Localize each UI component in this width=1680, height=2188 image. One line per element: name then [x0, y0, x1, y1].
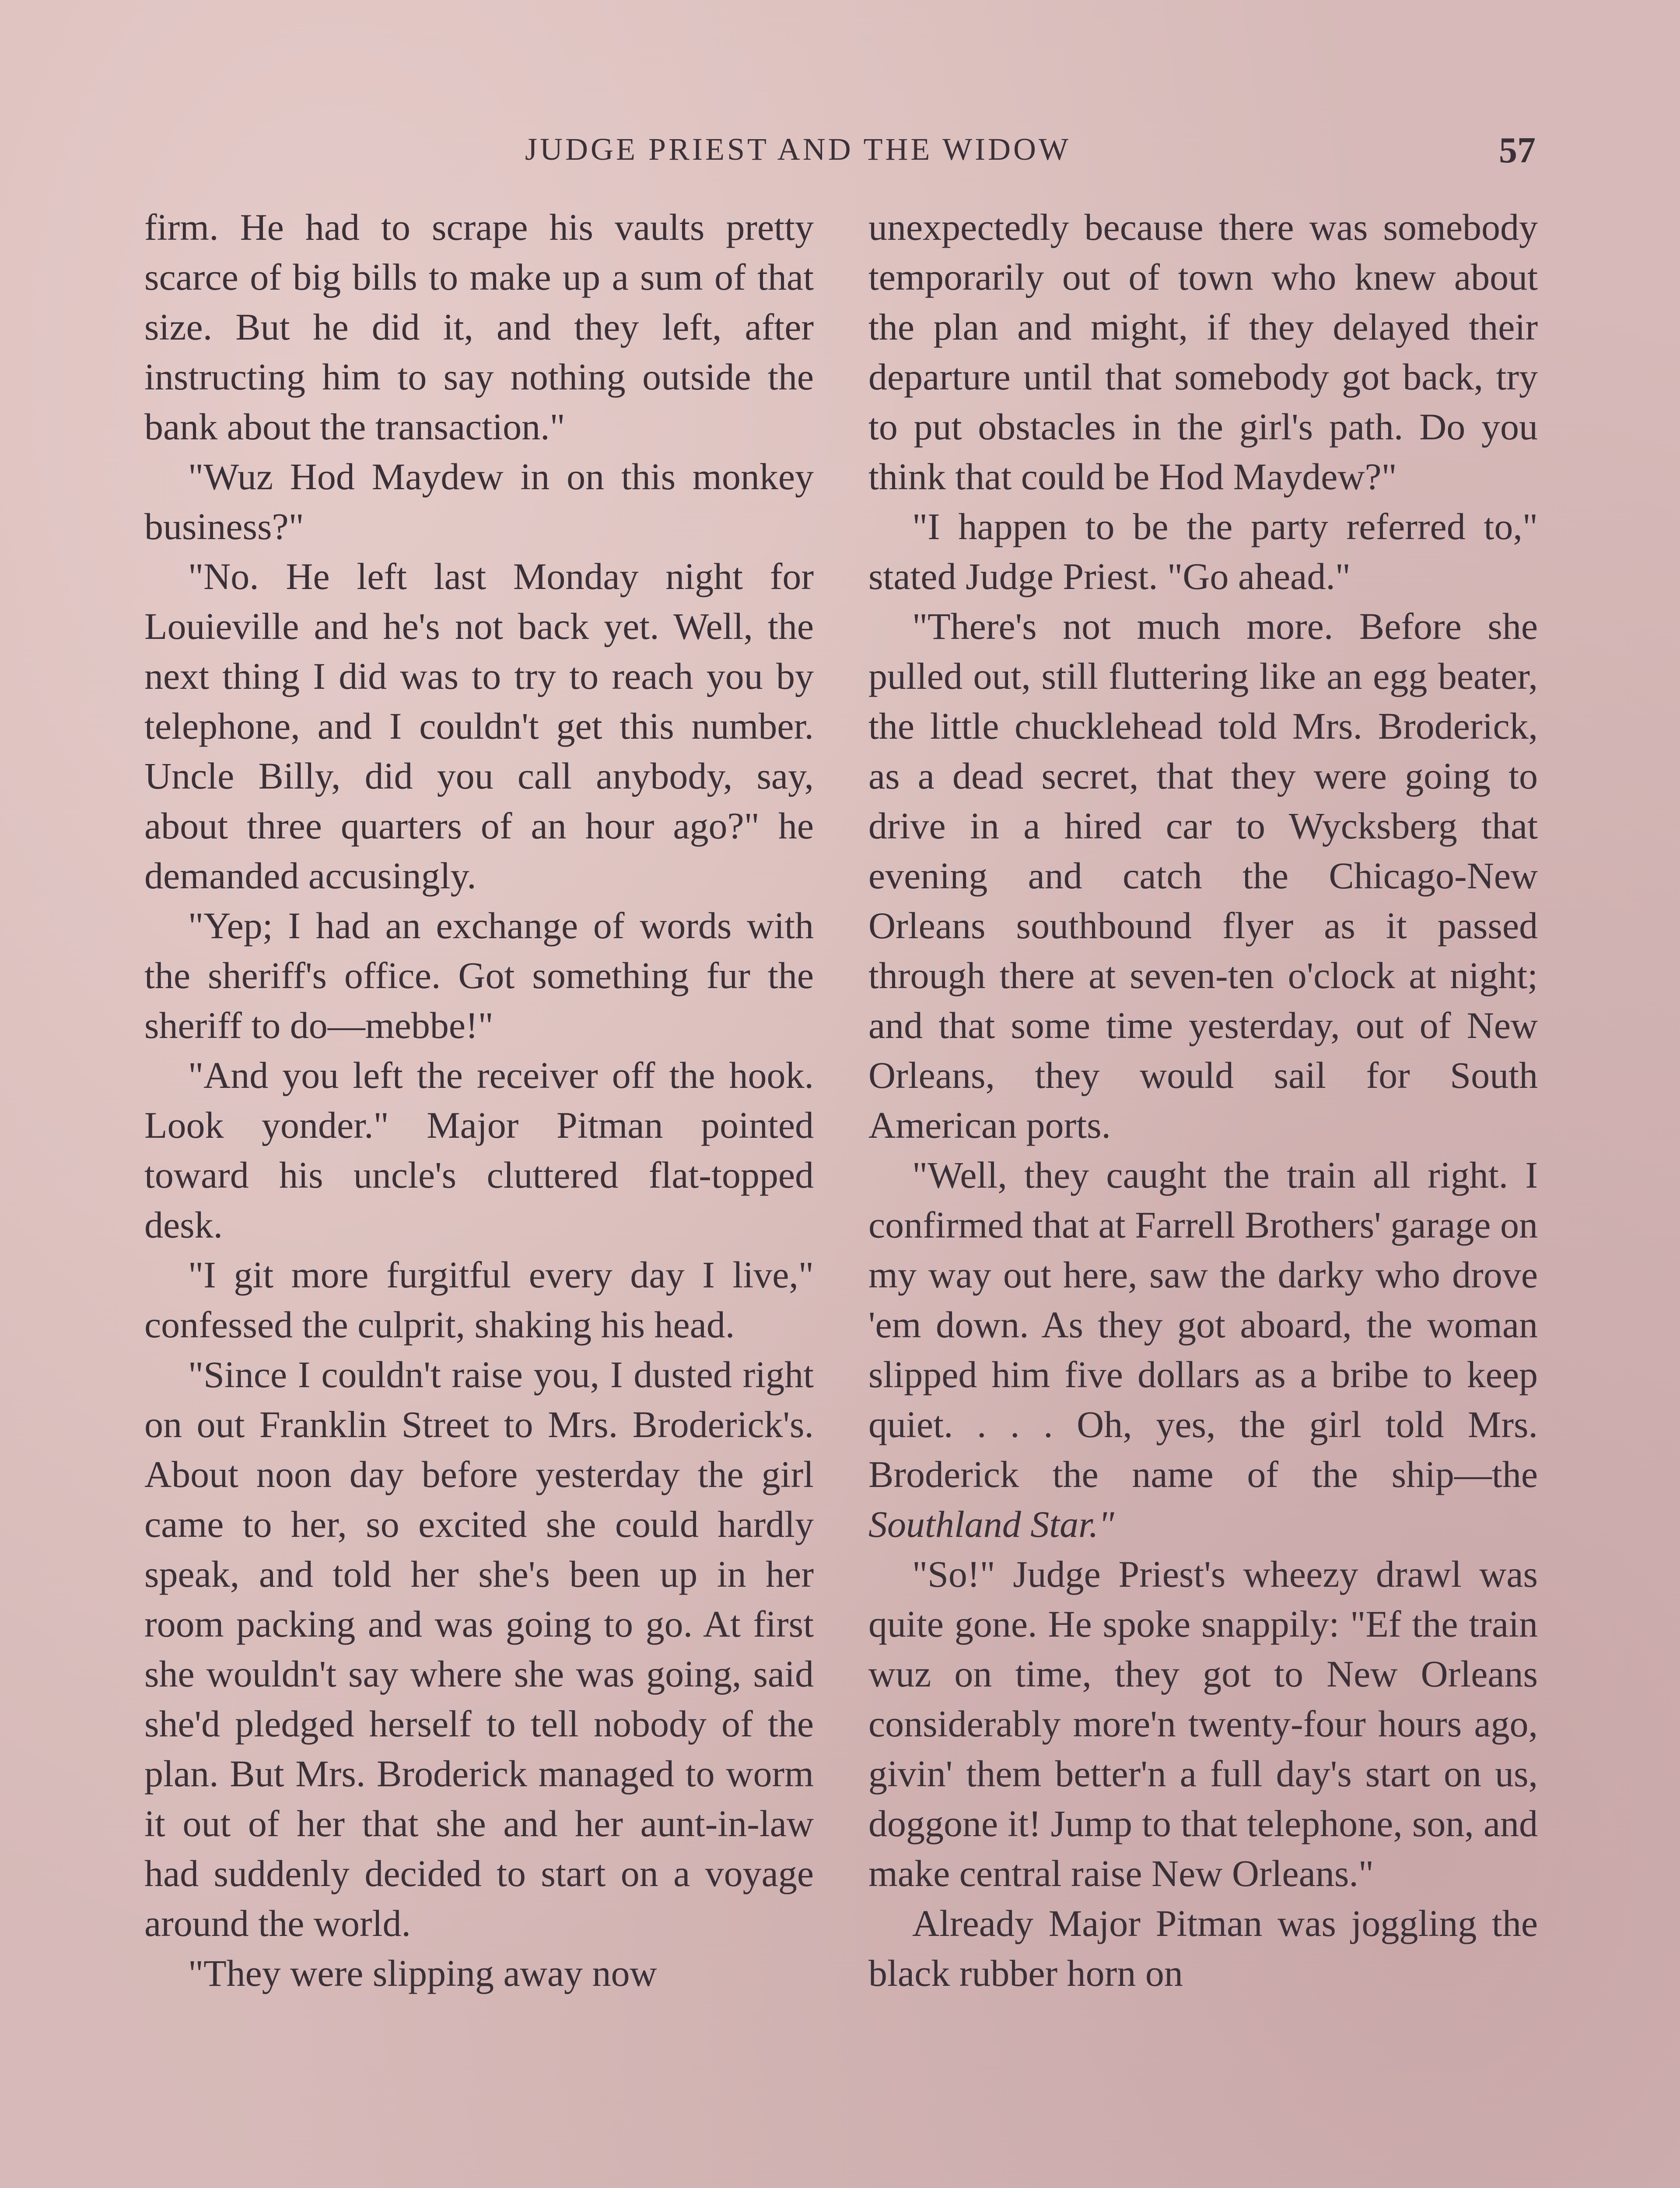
paragraph: firm. He had to scrape his vaults pretty scarce of big bills to make up a sum of that size. But he did it, and they left, after instructing him to say nothing outside the bank about the transaction.": [144, 206, 814, 448]
paragraph: Already Major Pitman was joggling the black rubber horn on: [868, 1902, 1538, 1994]
paragraph: "And you left the receiver off the hook. Look yonder." Major Pitman pointed toward his uncle's cluttered flat-topped desk.: [144, 1054, 814, 1246]
paragraph: "Yep; I had an exchange of words with the sheriff's office. Got something fur the sheriff to do—mebbe!": [144, 905, 814, 1046]
paragraph: "I happen to be the party referred to," stated Judge Priest. "Go ahead.": [868, 505, 1538, 597]
ship-name: Southland Star.": [868, 1503, 1114, 1545]
paragraph: "No. He left last Monday night for Louieville and he's not back yet. Well, the next thing I did was to try to reach you by telephone, and I couldn't get this number. Uncle Billy, did you call anybody, say, about three quarters of an hour ago?" he demanded accusingly.: [144, 555, 814, 897]
left-column: [144, 202, 814, 1998]
paragraph: "They were slipping away now: [188, 1952, 657, 1994]
paragraph: [868, 1150, 1538, 1549]
paragraph: "Wuz Hod Maydew in on this monkey business?": [144, 456, 814, 547]
paragraph-text: "Well, they caught the train all right. I confirmed that at Farrell Brothers' garage on my way out here, saw the darky who drove 'em down. As they got aboard, the woman slipped him five dollars as a bribe to keep quiet. . . . Oh, yes, the girl told Mrs. Broderick the name of the ship—the: [868, 1154, 1538, 1495]
paragraph: "There's not much more. Before she pulled out, still fluttering like an egg beater, the little chucklehead told Mrs. Broderick, as a dead secret, that they were going to drive in a hired car to Wycksberg that evening and catch the Chicago-New Orleans southbound flyer as it passed through there at seven-ten o'clock at night; and that some time yesterday, out of New Orleans, they would sail for South American ports.: [868, 605, 1538, 1146]
paragraph: "So!" Judge Priest's wheezy drawl was quite gone. He spoke snappily: "Ef the train wuz on time, they got to New Orleans considerably more'n twenty-four hours ago, givin' them better'n a full day's start on us, doggone it! Jump to that telephone, son, and make central raise New Orleans.": [868, 1553, 1538, 1894]
running-title: JUDGE PRIEST AND THE WIDOW: [525, 132, 1071, 167]
paragraph: unexpectedly because there was somebody temporarily out of town who knew about the plan and might, if they delayed their departure until that somebody got back, try to put obstacles in the girl's path. Do you think that could be Hod Maydew?": [868, 206, 1538, 498]
page-number: 57: [1499, 130, 1536, 171]
paragraph: "I git more furgitful every day I live," confessed the culprit, shaking his head.: [144, 1254, 814, 1346]
paragraph: "Since I couldn't raise you, I dusted right on out Franklin Street to Mrs. Broderick's. About noon day before yesterday the girl came to her, so excited she could hardly speak, and told her she's been up in her room packing and was going to go. At first she wouldn't say where she was going, said she'd pledged herself to tell nobody of the plan. But Mrs. Broderick managed to worm it out of her that she and her aunt-in-law had suddenly decided to start on a voyage around the world.: [144, 1353, 814, 1944]
right-column: [868, 202, 1538, 1998]
